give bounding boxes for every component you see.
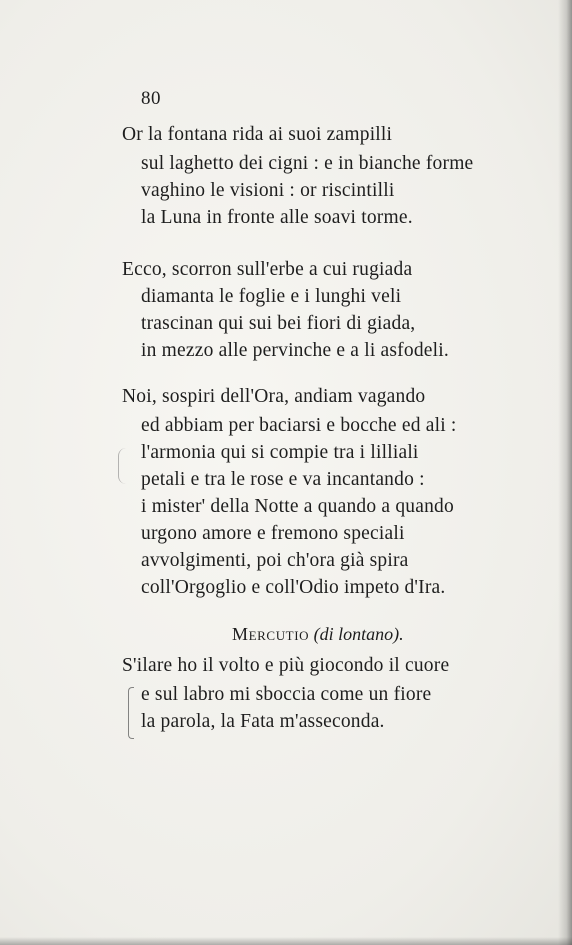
verse-line: urgono amore e fremono speciali [141, 523, 405, 544]
verse-line: Ecco, scorron sull'erbe a cui rugiada [122, 259, 413, 280]
margin-mark [118, 448, 127, 484]
page-edge-shadow [558, 0, 572, 945]
verse-line: petali e tra le rose e va incantando : [141, 469, 425, 490]
page-number: 80 [141, 88, 161, 109]
speaker-name: Mercutio [232, 624, 310, 644]
verse-line: la Luna in fronte alle soavi torme. [141, 207, 413, 228]
verse-line: vaghino le visioni : or riscintilli [141, 180, 395, 201]
speaker-heading [232, 624, 404, 645]
verse-line: la parola, la Fata m'asseconda. [141, 711, 385, 732]
verse-line: i mister' della Notte a quando a quando [141, 496, 454, 517]
verse-line: ed abbiam per baciarsi e bocche ed ali : [141, 415, 457, 436]
verse-line: coll'Orgoglio e coll'Odio impeto d'Ira. [141, 577, 446, 598]
verse-line: trascinan qui sui bei fiori di giada, [141, 313, 416, 334]
verse-line: Or la fontana rida ai suoi zampilli [122, 124, 393, 145]
verse-line: in mezzo alle pervinche e a li asfodeli. [141, 340, 449, 361]
verse-line: S'ilare ho il volto e più giocondo il cuore [122, 655, 450, 676]
margin-bracket [128, 687, 134, 739]
stage-direction: (di lontano). [313, 624, 404, 644]
verse-line: diamanta le foglie e i lunghi veli [141, 286, 402, 307]
verse-line: sul laghetto dei cigni : e in bianche forme [141, 153, 474, 174]
page-bottom-shadow [0, 937, 572, 945]
verse-line: Noi, sospiri dell'Ora, andiam vagando [122, 386, 426, 407]
verse-line: l'armonia qui si compie tra i lilliali [141, 442, 419, 463]
verse-line: e sul labro mi sboccia come un fiore [141, 684, 432, 705]
verse-line: avvolgimenti, poi ch'ora già spira [141, 550, 409, 571]
